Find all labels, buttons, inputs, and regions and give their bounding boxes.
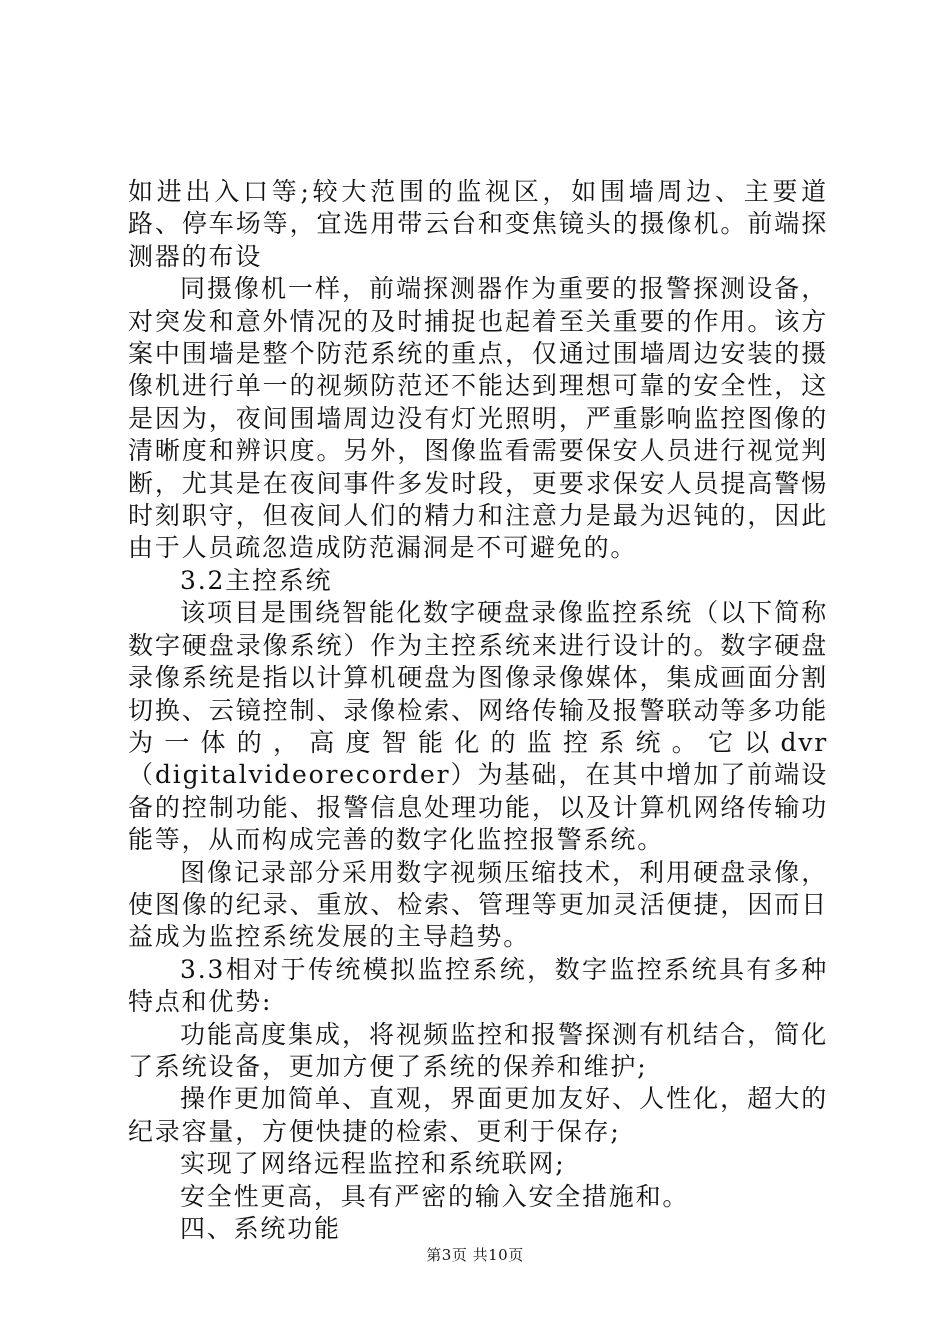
paragraph: 图像记录部分采用数字视频压缩技术，利用硬盘录像，使图像的纪录、重放、检索、管理等更加灵活便捷，因而日益成为监控系统发展的主导趋势。 [128,857,828,952]
paragraph: 同摄像机一样，前端探测器作为重要的报警探测设备，对突发和意外情况的及时捕捉也起着至关重要的作用。该方案中围墙是整个防范系统的重点，仅通过围墙周边安装的摄像机进行单一的视频防范还不能达到理想可靠的安全性，这是因为，夜间围墙周边没有灯光照明，严重影响监控图像的清晰度和辨识度。另外，图像监看需要保安人员进行视觉判断，尤其是在夜间事件多发时段，更要求保安人员提高警惕时刻职守，但夜间人们的精力和注意力是最为迟钝的，因此由于人员疏忽造成防范漏洞是不可避免的。 [128,274,828,563]
list-item: 实现了网络远程监控和系统联网; [180,1149,566,1179]
list-item: 安全性更高，具有严密的输入安全措施和。 [180,1181,690,1211]
section-heading: 3.2主控系统 [180,565,333,595]
page-footer [0,1244,950,1265]
page-number: 第3页 共10页 [426,1246,524,1264]
section-heading: 3.3相对于传统模拟监控系统，数字监控系统具有多种特点和优势: [128,954,828,1017]
list-item: 操作更加简单、直观，界面更加友好、人性化，超大的纪录容量，方便快捷的检索、更利于保存; [128,1084,828,1146]
list-item: 功能高度集成，将视频监控和报警探测有机结合，简化了系统设备，更加方便了系统的保养和维护; [128,1019,828,1081]
document-body [128,176,828,1245]
paragraph: 该项目是围绕智能化数字硬盘录像监控系统（以下简称数字硬盘录像系统）作为主控系统来进行设计的。数字硬盘录像系统是指以计算机硬盘为图像录像媒体，集成画面分割切换、云镜控制、录像检索、网络传输及报警联动等多功能为一体的，高度智能化的监控系统。它以dvr（digitalvideorecorder）为基础，在其中增加了前端设备的控制功能、报警信息处理功能，以及计算机网络传输功能等，从而构成完善的数字化监控报警系统。 [128,598,828,855]
paragraph: 如进出入口等;较大范围的监视区，如围墙周边、主要道路、停车场等，宜选用带云台和变焦镜头的摄像机。前端探测器的布设 [128,177,828,271]
section-heading: 四、系统功能 [180,1214,341,1243]
